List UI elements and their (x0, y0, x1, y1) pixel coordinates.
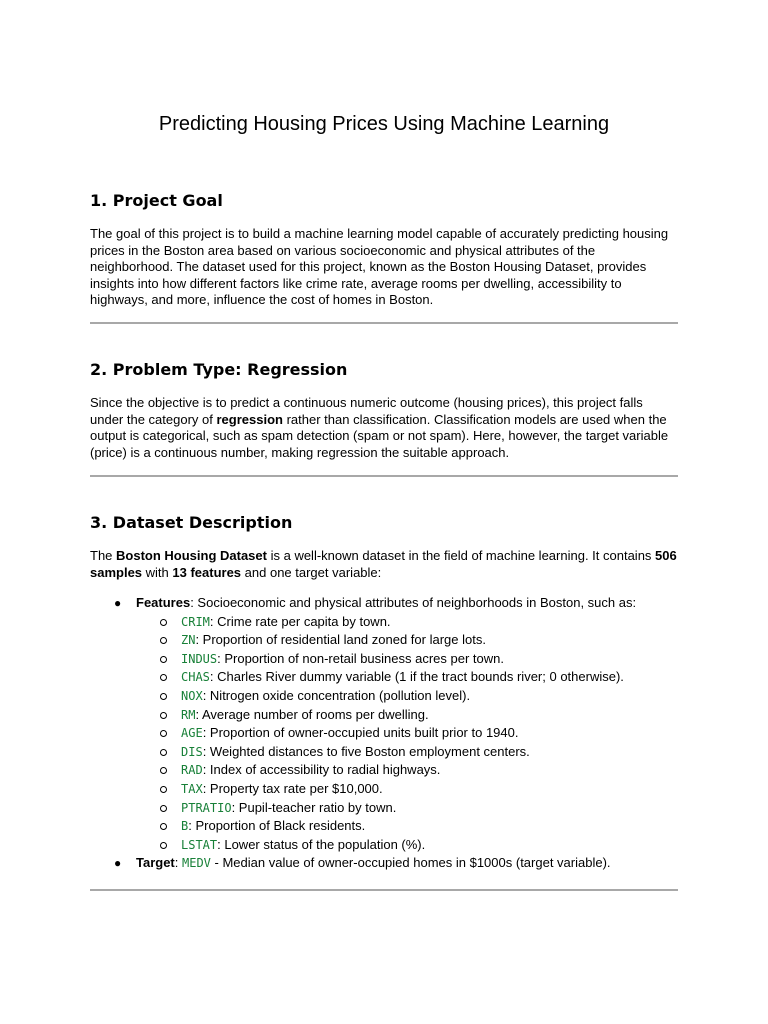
bold-text: 13 features (172, 564, 242, 580)
divider (90, 889, 678, 891)
feature-description: : Pupil-teacher ratio by town. (231, 799, 397, 815)
feature-code: CRIM (181, 614, 210, 629)
feature-item (136, 687, 678, 706)
circle-bullet-icon (160, 656, 167, 663)
divider (90, 322, 678, 324)
feature-code: B (181, 819, 189, 834)
feature-item (136, 668, 678, 687)
circle-bullet-icon (160, 823, 167, 830)
feature-item (136, 631, 678, 650)
feature-code: RAD (181, 763, 203, 778)
feature-item (136, 743, 678, 762)
feature-code: AGE (181, 726, 203, 741)
section-heading: 2. Problem Type: Regression (90, 360, 348, 379)
circle-bullet-icon (160, 749, 167, 756)
feature-description: : Proportion of non-retail business acres per town. (217, 650, 504, 666)
circle-bullet-icon (160, 786, 167, 793)
features-text: : Socioeconomic and physical attributes of neighborhoods in Boston, such as: (190, 595, 637, 610)
circle-bullet-icon (160, 637, 167, 644)
target-text: - Median value of owner-occupied homes in $1000s (target variable). (210, 855, 611, 871)
feature-item (136, 761, 678, 780)
feature-item (136, 613, 678, 632)
section-heading: 1. Project Goal (90, 191, 223, 210)
circle-bullet-icon (160, 730, 167, 737)
feature-item (136, 650, 678, 669)
feature-code: NOX (181, 688, 203, 703)
circle-bullet-icon (160, 674, 167, 681)
feature-code: TAX (181, 781, 203, 796)
circle-bullet-icon (160, 619, 167, 626)
feature-code: PTRATIO (181, 800, 232, 815)
dataset-list (90, 594, 678, 873)
bold-text: 506 samples (90, 548, 677, 580)
text: : (174, 855, 182, 871)
feature-description: : Property tax rate per $10,000. (202, 780, 383, 796)
section-heading: 3. Dataset Description (90, 513, 293, 532)
text: and one target variable: (241, 564, 382, 580)
section-project-goal (90, 191, 678, 309)
feature-item (136, 836, 678, 855)
feature-description: : Lower status of the population (%). (217, 836, 426, 852)
section-problem-type (90, 360, 678, 461)
section-paragraph (90, 395, 678, 461)
feature-item (136, 817, 678, 836)
feature-code: DIS (181, 744, 203, 759)
feature-description: : Index of accessibility to radial highways. (202, 762, 441, 778)
bold-text: Boston Housing Dataset (116, 548, 267, 563)
list-item-target (90, 854, 678, 873)
bullet-icon: ● (114, 596, 122, 610)
text: Since the objective is to predict a continuous numeric outcome (housing prices), this project falls under the category of (90, 395, 643, 427)
text: rather than classification. Classification models are used when the output is categorical, such as spam detection (spam or not spam). Here, however, the target variable (price) is a continuous number, making regression the suitable approach. (90, 411, 669, 460)
document-title: Predicting Housing Prices Using Machine Learning (158, 113, 610, 135)
circle-bullet-icon (160, 805, 167, 812)
feature-description: : Proportion of Black residents. (188, 818, 366, 834)
feature-description: : Proportion of residential land zoned for large lots. (195, 632, 486, 648)
feature-list (136, 613, 678, 855)
features-label: Features (136, 595, 191, 610)
feature-code: RM (181, 707, 196, 722)
feature-code: INDUS (181, 651, 218, 666)
bullet-icon: ● (114, 856, 122, 871)
feature-code: LSTAT (181, 837, 218, 852)
feature-description: : Proportion of owner-occupied units built prior to 1940. (202, 725, 519, 741)
section-paragraph: The goal of this project is to build a machine learning model capable of accurately predicting housing prices in the Boston area based on various socioeconomic and physical attributes of the neighborhood. The dataset used for this project, known as the Boston Housing Dataset, provides insights into how different factors like crime rate, average rooms per dwelling, accessibility to highways, and more, influence the cost of homes in Boston. (90, 226, 669, 307)
text: The (90, 548, 117, 563)
list-item-features (90, 594, 678, 854)
feature-code: CHAS (181, 670, 210, 685)
target-label: Target (136, 855, 175, 871)
section-paragraph (90, 548, 678, 581)
circle-bullet-icon (160, 712, 167, 719)
divider (90, 475, 678, 477)
circle-bullet-icon (160, 767, 167, 774)
feature-item (136, 780, 678, 799)
feature-code: ZN (181, 633, 196, 648)
feature-item (136, 724, 678, 743)
feature-item (136, 706, 678, 725)
text: with (142, 564, 173, 580)
feature-description: : Average number of rooms per dwelling. (195, 706, 429, 722)
feature-description: : Crime rate per capita by town. (209, 613, 391, 629)
feature-description: : Nitrogen oxide concentration (pollution level). (202, 687, 471, 703)
circle-bullet-icon (160, 842, 167, 849)
target-code: MEDV (182, 856, 211, 871)
text: is a well-known dataset in the field of machine learning. It contains (266, 548, 656, 563)
feature-item (136, 799, 678, 818)
bold-text: regression (216, 411, 283, 427)
feature-description: : Charles River dummy variable (1 if the tract bounds river; 0 otherwise). (209, 669, 624, 685)
feature-description: : Weighted distances to five Boston employment centers. (202, 743, 530, 759)
section-dataset-description (90, 513, 678, 873)
circle-bullet-icon (160, 693, 167, 700)
